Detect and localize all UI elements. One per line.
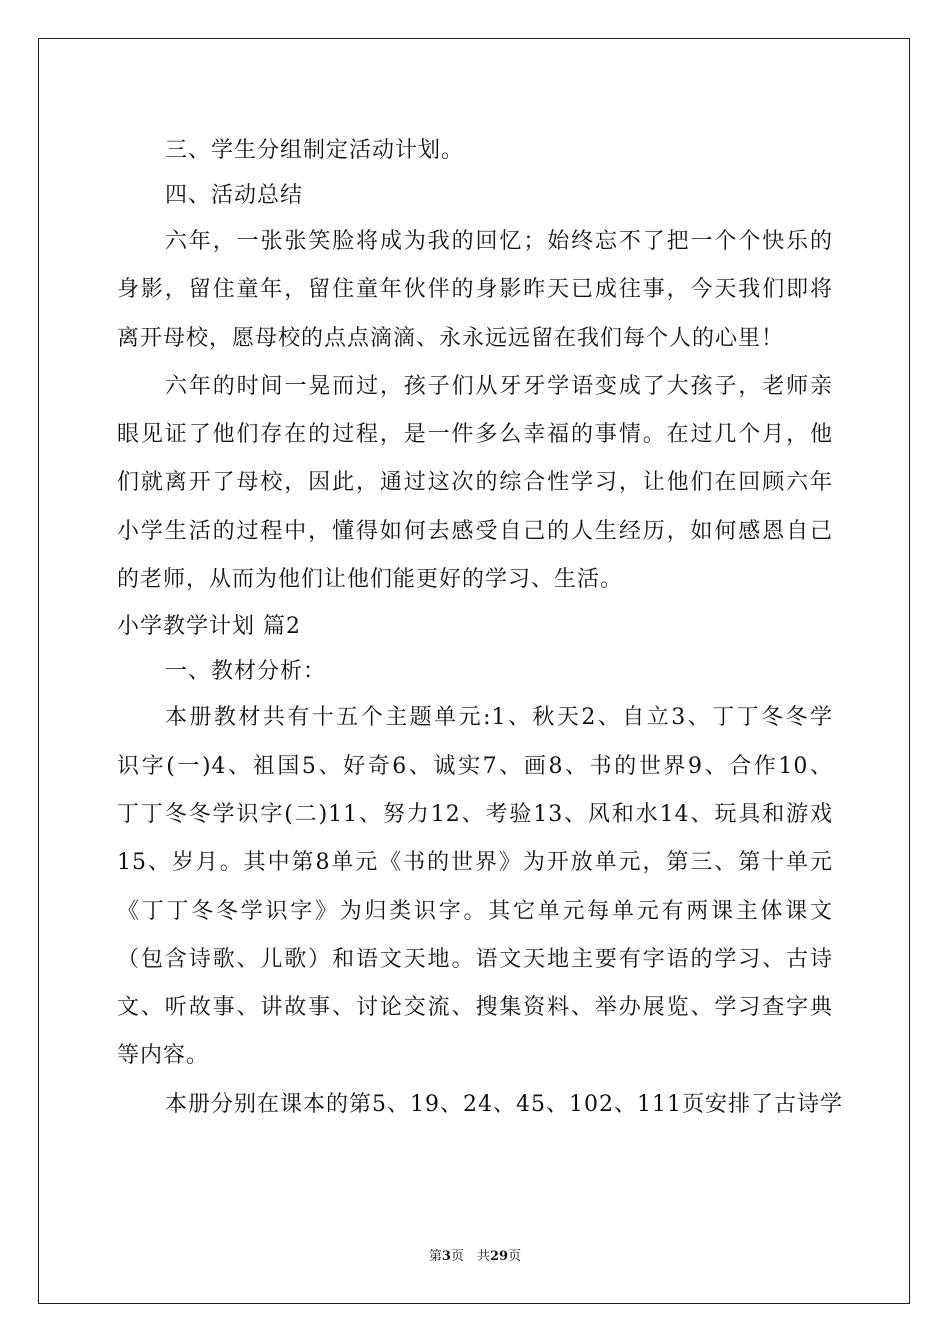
footer-prefix: 第 — [428, 1249, 442, 1264]
document-body — [117, 128, 843, 1129]
footer-suffix: 页 — [508, 1249, 522, 1264]
text-line: 本册分别在课本的第5、19、24、45、102、111页安排了古诗学 — [165, 1091, 843, 1117]
text-line: 小学生活的过程中，懂得如何去感受自己的人生经历，如何感恩自己 — [117, 518, 833, 544]
text-line: 离开母校，愿母校的点点滴滴、永永远远留在我们每个人的心里！ — [117, 325, 785, 351]
text-line: 《丁丁冬冬学识字》为归类识字。其它单元每单元有两课主体课文 — [117, 898, 833, 924]
text-line: 文、听故事、讲故事、讨论交流、搜集资料、举办展览、学习查字典 — [117, 995, 833, 1021]
text-line: （包含诗歌、儿歌）和语文天地。语文天地主要有字语的学习、古诗 — [117, 946, 833, 972]
text-line: 身影，留住童年，留住童年伙伴的身影昨天已成往事，今天我们即将 — [117, 277, 833, 303]
text-line: 15、岁月。其中第8单元《书的世界》为开放单元，第三、第十单元 — [117, 850, 833, 876]
section-heading: 一、教材分析： — [165, 659, 327, 685]
text-line: 眼见证了他们存在的过程，是一件多么幸福的事情。在过几个月，他 — [117, 422, 833, 448]
text-line: 三、学生分组制定活动计划。 — [165, 138, 465, 163]
page-footer — [0, 1245, 950, 1264]
text-line: 丁丁冬冬学识字(二)11、努力12、考验13、风和水14、玩具和游戏 — [117, 801, 833, 827]
text-line: 识字(一)4、祖国5、好奇6、诚实7、画8、书的世界9、合作10、 — [117, 753, 833, 779]
footer-total-pages: 29 — [489, 1249, 509, 1264]
text-line: 六年的时间一晃而过，孩子们从牙牙学语变成了大孩子，老师亲 — [165, 373, 833, 399]
footer-middle: 页 共 — [450, 1249, 490, 1264]
footer-page-number: 3 — [441, 1249, 451, 1264]
text-line: 们就离开了母校，因此，通过这次的综合性学习，让他们在回顾六年 — [117, 470, 833, 496]
text-line: 等内容。 — [117, 1043, 210, 1069]
section-heading: 四、活动总结 — [165, 183, 304, 208]
text-line: 本册教材共有十五个主题单元:1、秋天2、自立3、丁丁冬冬学 — [165, 705, 833, 731]
text-line: 六年，一张张笑脸将成为我的回忆；始终忘不了把一个个快乐的 — [165, 229, 833, 254]
text-line: 的老师，从而为他们让他们能更好的学习、生活。 — [117, 567, 624, 593]
article-title: 小学教学计划 篇2 — [117, 614, 301, 640]
